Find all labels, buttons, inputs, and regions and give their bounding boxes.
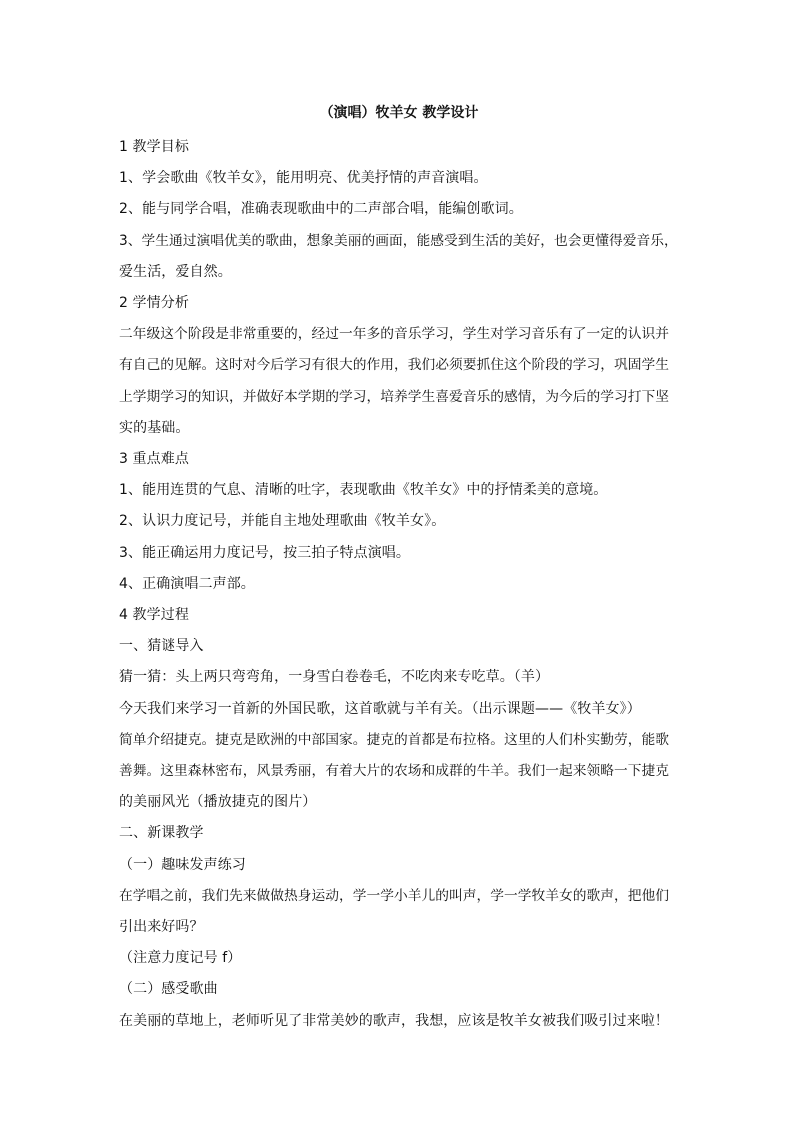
heading-key-points: 3 重点难点 <box>119 451 189 468</box>
heading-student-analysis: 2 学情分析 <box>119 295 189 312</box>
subheading-riddle-intro: 一、猜谜导入 <box>119 638 204 655</box>
czech-intro-line-2: 善舞。这里森林密布，风景秀丽，有着大片的农场和成群的牛羊。我们一起来领略一下捷克 <box>119 763 670 780</box>
goal-item-2: 2、能与同学合唱，准确表现歌曲中的二声部合唱，能编创歌词。 <box>119 201 523 218</box>
practice-line-2: 引出来好吗？ <box>119 919 204 936</box>
practice-line-1: 在学唱之前，我们先来做做热身运动，学一学小羊儿的叫声，学一学牧羊女的歌声，把他们 <box>119 887 670 904</box>
document-title: （演唱）牧羊女 教学设计 <box>319 105 479 121</box>
analysis-line-3: 上学期学习的知识，并做好本学期的学习，培养学生喜爱音乐的感情，为今后的学习打下坚 <box>119 388 670 405</box>
goal-item-1: 1、学会歌曲《牧羊女》，能用明亮、优美抒情的声音演唱。 <box>119 170 488 187</box>
key-point-2: 2、认识力度记号，并能自主地处理歌曲《牧羊女》。 <box>119 513 446 530</box>
subheading-feel-song: （二）感受歌曲 <box>119 981 218 998</box>
analysis-line-4: 实的基础。 <box>119 419 190 436</box>
heading-teaching-goals: 1 教学目标 <box>119 139 189 155</box>
analysis-line-1: 二年级这个阶段是非常重要的，经过一年多的音乐学习，学生对学习音乐有了一定的认识并 <box>119 326 670 343</box>
heading-teaching-process: 4 教学过程 <box>119 607 189 624</box>
subheading-vocal-practice: （一）趣味发声练习 <box>119 856 246 873</box>
czech-intro-line-3: 的美丽风光（播放捷克的图片） <box>119 794 317 811</box>
key-point-1: 1、能用连贯的气息、清晰的吐字，表现歌曲《牧羊女》中的抒情柔美的意境。 <box>119 482 608 499</box>
document-page <box>119 101 679 1037</box>
feel-song-text: 在美丽的草地上，老师听见了非常美妙的歌声，我想，应该是牧羊女被我们吸引过来啦！ <box>119 1012 669 1029</box>
key-point-3: 3、能正确运用力度记号，按三拍子特点演唱。 <box>119 544 411 561</box>
goal-item-3-line-2: 爱生活，爱自然。 <box>119 263 232 280</box>
intro-text: 今天我们来学习一首新的外国民歌，这首歌就与羊有关。（出示课题——《牧羊女》） <box>119 700 641 717</box>
subheading-new-lesson: 二、新课教学 <box>119 825 204 842</box>
analysis-line-2: 有自己的见解。这时对今后学习有很大的作用，我们必须要抓住这个阶段的学习，巩固学生 <box>119 357 670 374</box>
goal-item-3-line-1: 3、学生通过演唱优美的歌曲，想象美丽的画面，能感受到生活的美好，也会更懂得爱音乐， <box>119 232 678 249</box>
riddle-text: 猜一猜：头上两只弯弯角，一身雪白卷卷毛，不吃肉来专吃草。（羊） <box>119 669 550 686</box>
key-point-4: 4、正确演唱二声部。 <box>119 575 255 592</box>
czech-intro-line-1: 简单介绍捷克。捷克是欧洲的中部国家。捷克的首都是布拉格。这里的人们朴实勤劳，能歌 <box>119 731 670 748</box>
dynamics-note: （注意力度记号 f） <box>119 950 242 967</box>
